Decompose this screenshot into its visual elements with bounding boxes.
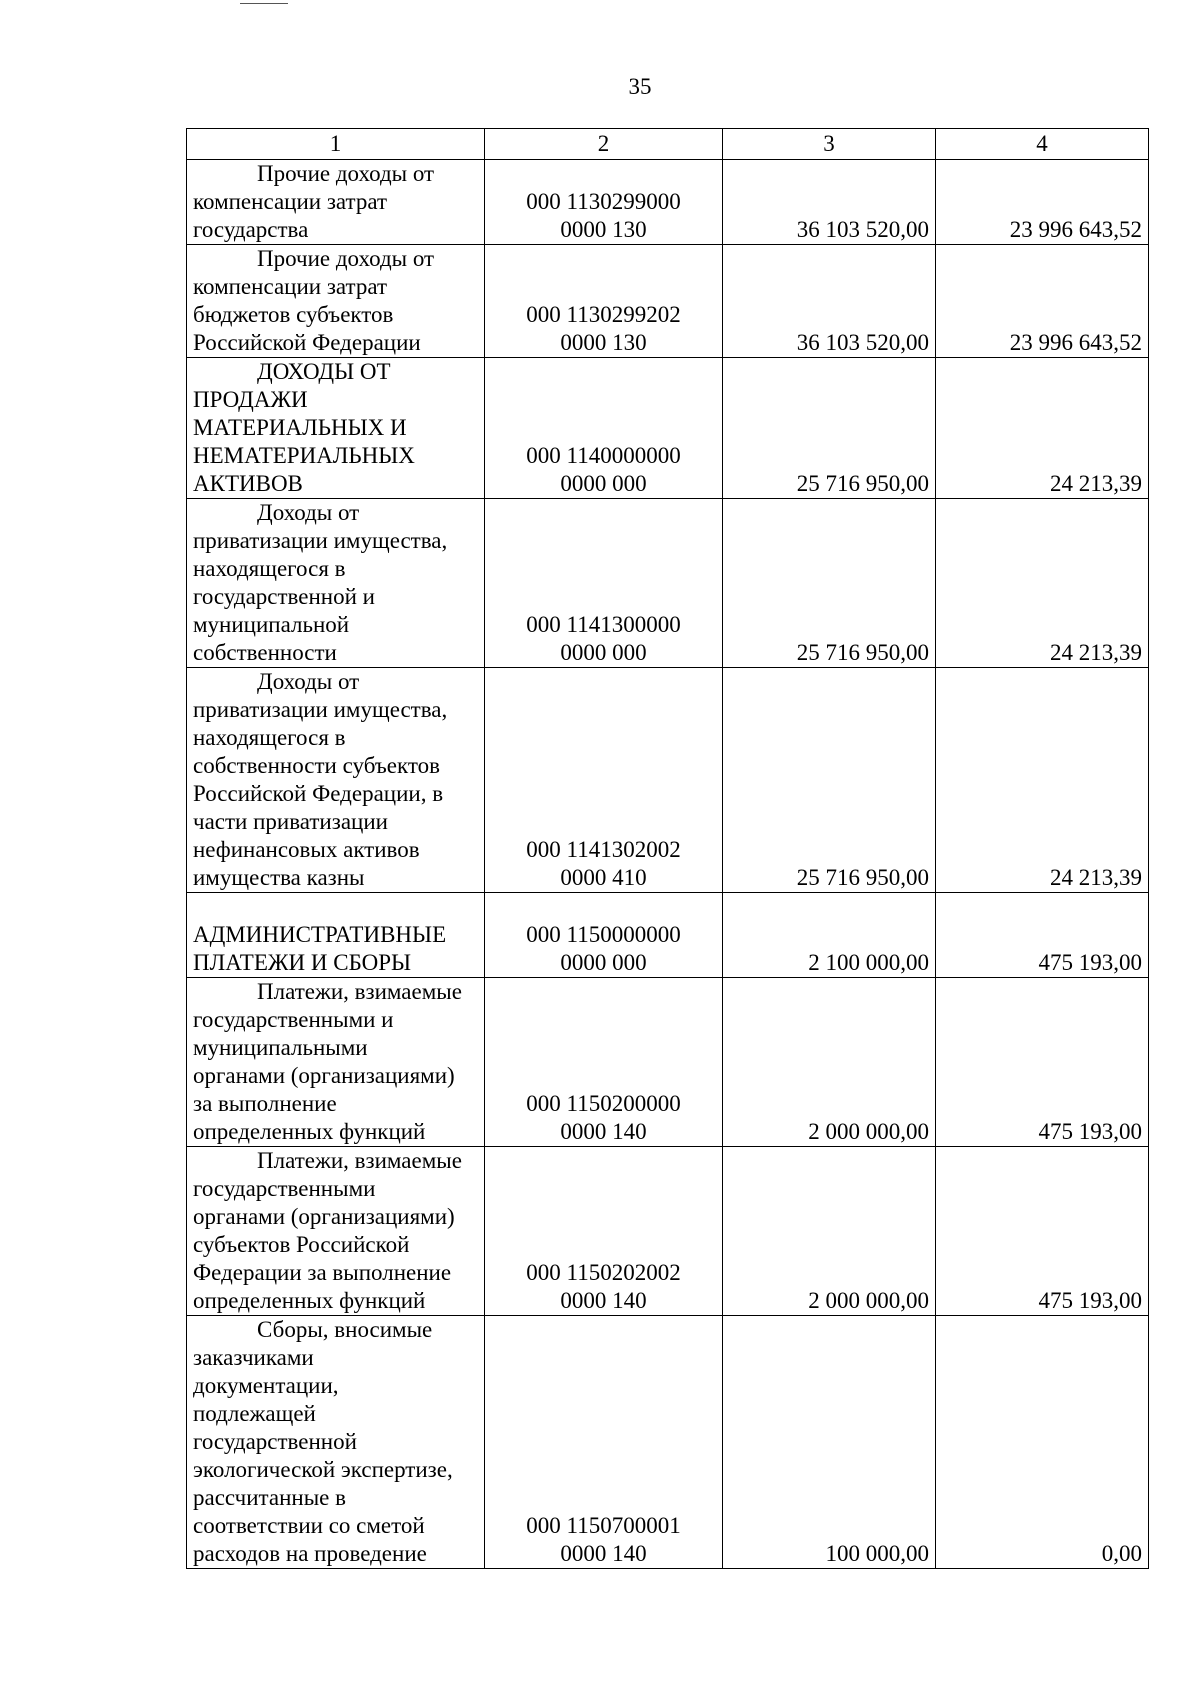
row-code: 000 1150000000 0000 000 (485, 893, 723, 978)
row-name-text: Сборы, вносимые заказчиками документации, подлежащей государственной экологической экспертизе, рассчитанные в соответствии со сметой расходов на проведение (193, 1317, 453, 1566)
table-row (187, 245, 1149, 358)
row-col4: 475 193,00 (936, 1147, 1149, 1316)
header-col-2: 2 (485, 129, 723, 160)
row-name-text: ДОХОДЫ ОТ ПРОДАЖИ МАТЕРИАЛЬНЫХ И НЕМАТЕРИАЛЬНЫХ АКТИВОВ (193, 359, 415, 496)
row-name (187, 668, 485, 893)
table-row (187, 499, 1149, 668)
row-col4: 24 213,39 (936, 499, 1149, 668)
header-col-1: 1 (187, 129, 485, 160)
scan-artifact-line (240, 3, 288, 4)
row-name (187, 358, 485, 499)
row-col4: 23 996 643,52 (936, 160, 1149, 245)
page-number: 35 (628, 74, 652, 99)
table-row (187, 893, 1149, 978)
row-name (187, 893, 485, 978)
row-code: 000 1141300000 0000 000 (485, 499, 723, 668)
row-name-text: Платежи, взимаемые государственными и муниципальными органами (организациями) за выполнение определенных функций (193, 979, 462, 1144)
row-name (187, 245, 485, 358)
row-col3: 25 716 950,00 (723, 499, 936, 668)
row-code: 000 1141302002 0000 410 (485, 668, 723, 893)
row-col3: 2 000 000,00 (723, 1147, 936, 1316)
row-col3: 36 103 520,00 (723, 160, 936, 245)
row-col4: 475 193,00 (936, 978, 1149, 1147)
header-col-3: 3 (723, 129, 936, 160)
budget-table (186, 128, 1149, 1569)
table-body (187, 160, 1149, 1569)
row-code: 000 1150200000 0000 140 (485, 978, 723, 1147)
row-name-text: Прочие доходы от компенсации затрат бюджетов субъектов Российской Федерации (193, 246, 435, 355)
row-code: 000 1140000000 0000 000 (485, 358, 723, 499)
row-code: 000 1130299000 0000 130 (485, 160, 723, 245)
row-col3: 36 103 520,00 (723, 245, 936, 358)
table-row (187, 1147, 1149, 1316)
table-row (187, 1316, 1149, 1569)
row-col3: 25 716 950,00 (723, 668, 936, 893)
row-code: 000 1150700001 0000 140 (485, 1316, 723, 1569)
header-col-4: 4 (936, 129, 1149, 160)
table-row (187, 978, 1149, 1147)
table-row (187, 160, 1149, 245)
row-name (187, 1316, 485, 1569)
row-name (187, 1147, 485, 1316)
row-name (187, 160, 485, 245)
table-row (187, 668, 1149, 893)
row-col4: 0,00 (936, 1316, 1149, 1569)
row-col3: 25 716 950,00 (723, 358, 936, 499)
row-col4: 24 213,39 (936, 358, 1149, 499)
row-name-text: Доходы от приватизации имущества, находящегося в государственной и муниципальной собственности (193, 500, 448, 665)
row-col3: 2 100 000,00 (723, 893, 936, 978)
row-name-text: Платежи, взимаемые государственными органами (организациями) субъектов Российской Федерации за выполнение определенных функций (193, 1148, 462, 1313)
row-name-text: Доходы от приватизации имущества, находящегося в собственности субъектов Российской Федерации, в части приватизации нефинансовых активов имущества казны (193, 669, 448, 890)
row-code: 000 1150202002 0000 140 (485, 1147, 723, 1316)
row-col3: 100 000,00 (723, 1316, 936, 1569)
row-col3: 2 000 000,00 (723, 978, 936, 1147)
table-row (187, 358, 1149, 499)
table-header (187, 129, 1149, 160)
row-col4: 475 193,00 (936, 893, 1149, 978)
row-code: 000 1130299202 0000 130 (485, 245, 723, 358)
row-col4: 23 996 643,52 (936, 245, 1149, 358)
row-col4: 24 213,39 (936, 668, 1149, 893)
header-row (187, 129, 1149, 160)
row-name-text: АДМИНИСТРАТИВНЫЕ ПЛАТЕЖИ И СБОРЫ (193, 922, 447, 975)
row-name (187, 499, 485, 668)
row-name-text: Прочие доходы от компенсации затрат государства (193, 161, 435, 242)
row-name (187, 978, 485, 1147)
